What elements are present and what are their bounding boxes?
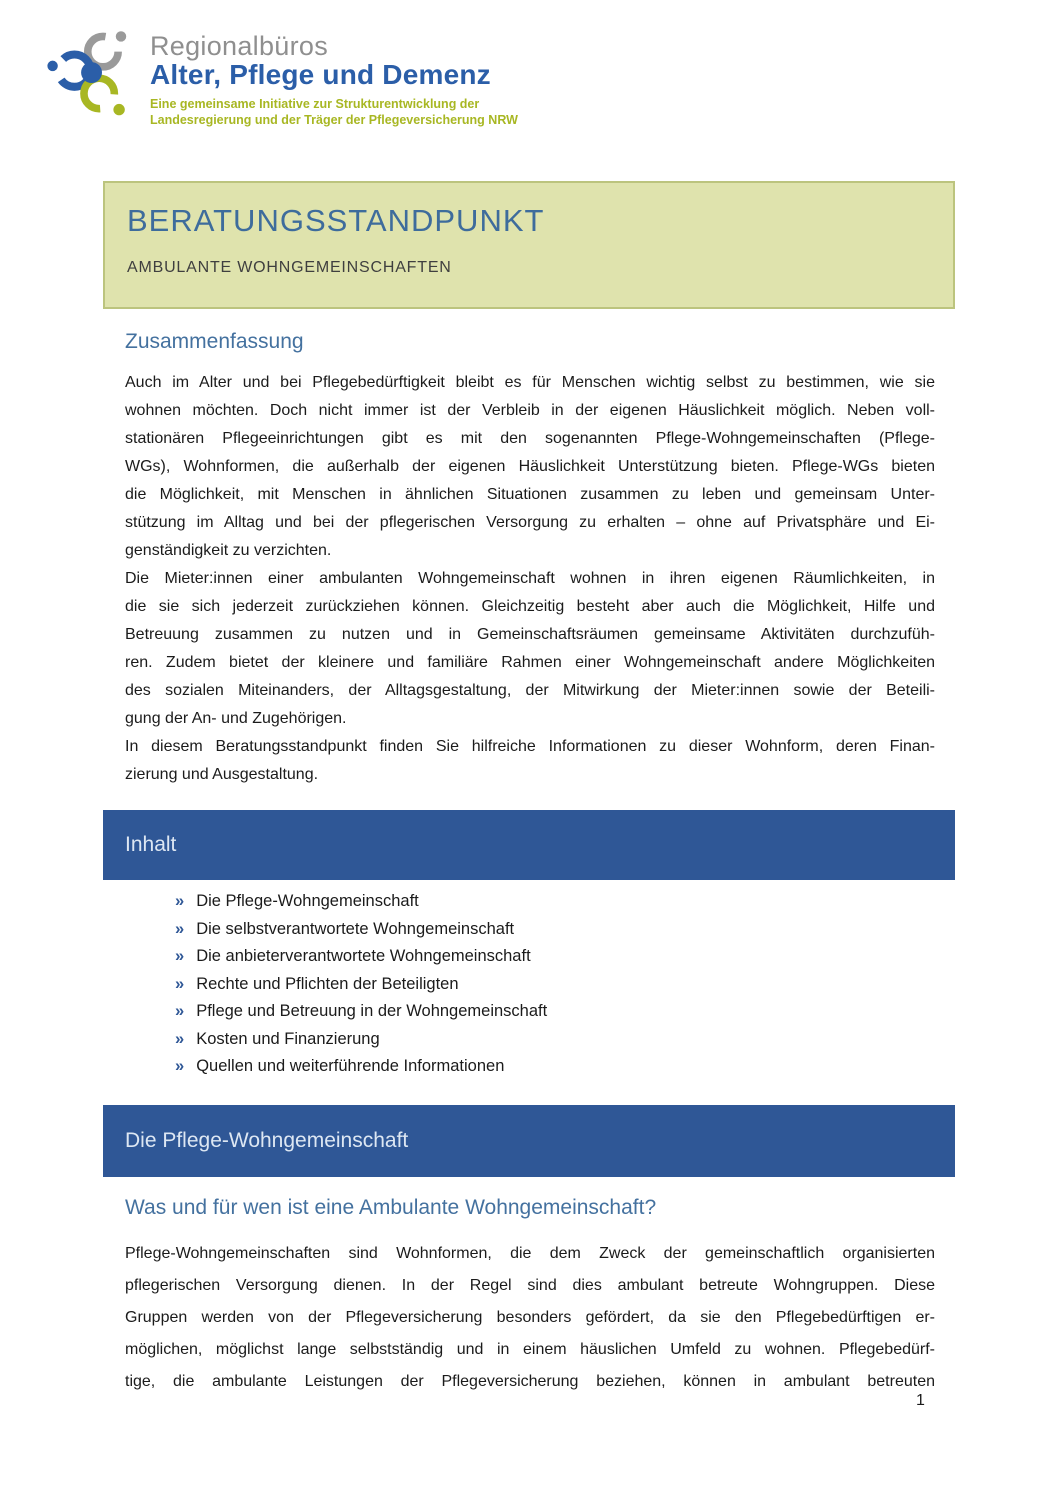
text-line: Pflege-Wohngemeinschaften sind Wohnformen, die dem Zweck der gemeinschaftlich organisierten: [125, 1245, 935, 1262]
summary-heading: Zusammenfassung: [125, 330, 304, 353]
page-subtitle: AMBULANTE WOHNGEMEINSCHAFTEN: [127, 259, 452, 277]
chevron-bullet-icon: »: [175, 919, 185, 938]
section-subheading: Was und für wen ist eine Ambulante Wohngemeinschaft?: [125, 1196, 657, 1219]
toc-list: [175, 892, 895, 1085]
text-line: stationären Pflegeeinrichtungen gibt es mit den sogenannten Pflege-Wohngemeinschaften (Pflege-: [125, 430, 935, 447]
text-line: ren. Zudem bietet der kleinere und familiäre Rahmen einer Wohngemeinschaft andere Möglichkeiten: [125, 654, 935, 671]
text-line: des sozialen Miteinanders, der Alltagsgestaltung, der Mitwirkung der Mieter:innen sowie der Beteili-: [125, 682, 935, 699]
toc-item: [175, 1030, 895, 1058]
text-line: genständigkeit zu verzichten.: [125, 542, 332, 559]
toc-item-label: Die selbstverantwortete Wohngemeinschaft: [196, 919, 515, 938]
logo-text-block: [150, 26, 518, 128]
chevron-bullet-icon: »: [175, 947, 185, 965]
brand-tagline: [150, 97, 518, 128]
chevron-bullet-icon: »: [175, 974, 185, 993]
toc-item: [175, 975, 895, 1003]
summary-paragraphs: [125, 369, 935, 789]
toc-item: [175, 892, 895, 920]
chevron-bullet-icon: »: [175, 892, 185, 910]
page-number: 1: [916, 1392, 925, 1409]
text-line: die Möglichkeit, mit Menschen in ähnlichen Situationen zusammen zu leben und gemeinsam Unter-: [125, 486, 935, 503]
text-line: pflegerischen Versorgung dienen. In der Regel sind dies ambulant betreute Wohngruppen. Diese: [125, 1277, 935, 1294]
text-line: tige, die ambulante Leistungen der Pflegeversicherung beziehen, können in ambulant betreuten: [125, 1373, 935, 1390]
toc-item-label: Die anbieterverantwortete Wohngemeinschaft: [196, 947, 531, 965]
brand-tagline-line1: Eine gemeinsame Initiative zur Strukturentwicklung der: [150, 97, 480, 112]
text-line: Auch im Alter und bei Pflegebedürftigkeit bleibt es für Menschen wichtig selbst zu bestimmen, wie sie: [125, 374, 935, 391]
text-line: Betreuung zusammen zu nutzen und in Gemeinschaftsräumen gemeinsame Aktivitäten durchzufüh-: [125, 626, 935, 643]
header-logo: [45, 26, 518, 128]
toc-heading: Inhalt: [125, 833, 177, 856]
page-title: BERATUNGSSTANDPUNKT: [127, 203, 545, 238]
text-line: stützung im Alltag und bei der pflegerischen Versorgung zu erhalten – ohne auf Privatsphäre und Ei-: [125, 514, 935, 531]
section-paragraph: [125, 1238, 935, 1398]
toc-item-label: Die Pflege-Wohngemeinschaft: [196, 892, 419, 910]
text-line: möglichen, möglichst lange selbstständig und in einem häuslichen Umfeld zu wohnen. Pflegebedürf-: [125, 1341, 935, 1358]
text-line: Gruppen werden von der Pflegeversicherung besonders gefördert, da sie den Pflegebedürftigen er-: [125, 1309, 935, 1326]
toc-item-label: Kosten und Finanzierung: [196, 1029, 380, 1048]
toc-header-bar: [103, 810, 955, 880]
text-line: WGs), Wohnformen, die außerhalb der eigenen Häuslichkeit Unterstützung bieten. Pflege-WGs bieten: [125, 458, 935, 475]
section-header-bar: [103, 1105, 955, 1177]
section-heading: Die Pflege-Wohngemeinschaft: [125, 1129, 409, 1152]
toc-item-label: Quellen und weiterführende Informationen: [196, 1057, 505, 1075]
logo-mark-icon: [45, 26, 140, 121]
toc-item-label: Pflege und Betreuung in der Wohngemeinschaft: [196, 1002, 548, 1020]
text-line: gung der An- und Zugehörigen.: [125, 710, 347, 727]
brand-main-text: Alter, Pflege und Demenz: [150, 59, 491, 91]
chevron-bullet-icon: »: [175, 1029, 185, 1048]
toc-item: [175, 1057, 895, 1085]
chevron-bullet-icon: »: [175, 1002, 185, 1020]
toc-item: [175, 947, 895, 975]
toc-item-label: Rechte und Pflichten der Beteiligten: [196, 974, 459, 993]
text-line: Die Mieter:innen einer ambulanten Wohngemeinschaft wohnen in ihren eigenen Räumlichkeiten, in: [125, 570, 935, 587]
brand-tagline-line2: Landesregierung und der Träger der Pflegeversicherung NRW: [150, 112, 518, 127]
chevron-bullet-icon: »: [175, 1057, 185, 1075]
text-line: wohnen möchten. Doch nicht immer ist der Verbleib in der eigenen Häuslichkeit möglich. Neben voll-: [125, 402, 935, 419]
text-line: zierung und Ausgestaltung.: [125, 766, 319, 783]
title-box: [103, 181, 955, 309]
brand-top-text: Regionalbüros: [150, 31, 329, 61]
text-line: die sie sich jederzeit zurückziehen können. Gleichzeitig besteht aber auch die Möglichkeit, Hilfe und: [125, 598, 935, 615]
text-line: In diesem Beratungsstandpunkt finden Sie hilfreiche Informationen zu dieser Wohnform, deren Finan-: [125, 738, 935, 755]
toc-item: [175, 920, 895, 948]
toc-item: [175, 1002, 895, 1030]
